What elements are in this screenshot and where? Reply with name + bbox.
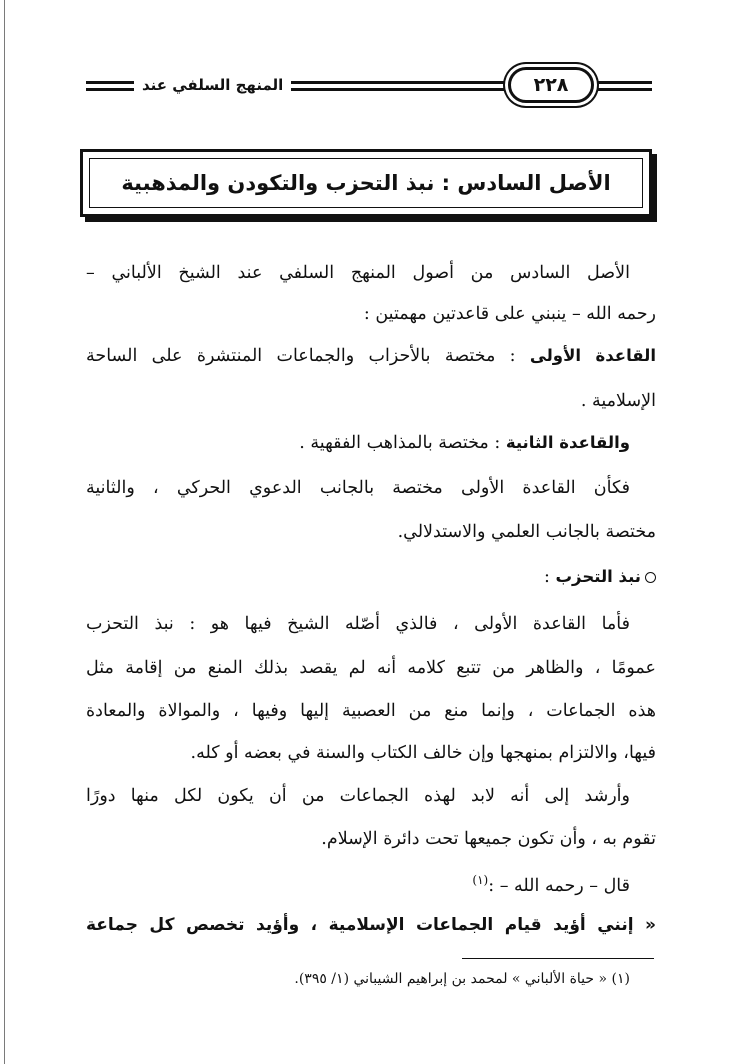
bullet-circle-icon [645,572,656,583]
section-title-inner-frame [89,158,643,208]
section-title: الأصل السادس : نبذ التحزب والتكودن والمذهبية [121,171,611,195]
body-line: هذه الجماعات ، وإنما منع من العصبية إليها وفيها ، والموالاة والمعادة [86,701,656,721]
body-line: فأما القاعدة الأولى ، فالذي أصّله الشيخ فيها هو : نبذ التحزب [86,614,630,634]
footnote: (١) « حياة الألباني » لمحمد بن إبراهيم الشيباني (١/ ٣٩٥). [294,971,630,987]
body-line: رحمه الله – ينبني على قاعدتين مهمتين : [363,304,656,324]
body-line: الإسلامية . [580,391,656,411]
body-line: تقوم به ، وأن تكون جميعها تحت دائرة الإسلام. [321,829,656,849]
subheading-term: نبذ التحزب [555,567,641,586]
body-line: وأرشد إلى أنه لابد لهذه الجماعات من أن يكون لكل منها دورًا [86,786,630,806]
rule-two-line [86,428,656,458]
rule-one-term: القاعدة الأولى [529,346,656,365]
rule-two-term: والقاعدة الثانية [505,433,630,452]
body-line: مختصة بالجانب العلمي والاستدلالي. [397,522,656,542]
said-text: قال – رحمه الله – : [488,875,630,896]
footnote-ref: (١) [472,873,489,887]
rule-one-text: : مختصة بالأحزاب والجماعات المنتشرة على الساحة [86,346,530,366]
section-title-box [80,149,652,217]
subheading-colon: : [544,567,556,587]
subheading-line [86,562,656,592]
said-line [86,865,656,901]
page-number: ٢٢٨ [508,67,594,103]
quote-line: « إنني أؤيد قيام الجماعات الإسلامية ، وأؤيد تخصص كل جماعة [86,915,656,935]
running-header [86,66,652,108]
page-edge-line [4,0,5,1064]
rule-one-line [86,341,656,371]
body-line: عمومًا ، والظاهر من تتبع كلامه أنه لم يقصد بذلك المنع من إقامة مثل [86,658,656,678]
body-line: الأصل السادس من أصول المنهج السلفي عند الشيخ الألباني – [86,263,630,283]
body-line: فيها، والالتزام بمنهجها وإن خالف الكتاب والسنة في بعضه أو كله. [190,743,656,763]
footnote-rule [462,958,654,959]
body-line: فكأن القاعدة الأولى مختصة بالجانب الدعوي الحركي ، والثانية [86,478,630,498]
running-title: المنهج السلفي عند [134,66,291,104]
rule-two-text: : مختصة بالمذاهب الفقهية . [299,433,506,453]
